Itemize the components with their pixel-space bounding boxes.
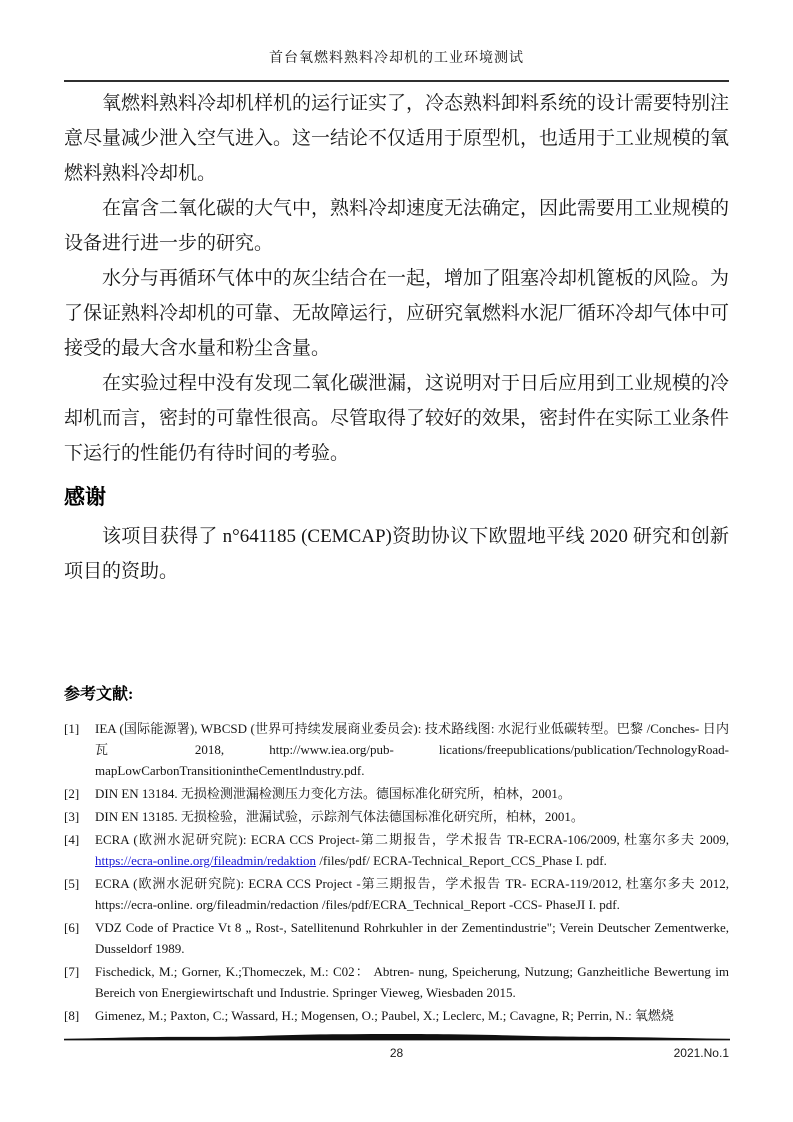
reference-item xyxy=(64,806,729,827)
page-number: 28 xyxy=(389,1046,404,1060)
body-paragraph: 氧燃料熟料冷却机样机的运行证实了，冷态熟料卸料系统的设计需要特别注意尽量减少泄入空气进入。这一结论不仅适用于原型机，也适用于工业规模的氧燃料熟料冷却机。 xyxy=(64,93,730,184)
issue-label: 2021.No.1 xyxy=(673,1046,729,1060)
running-head-title: 首台氧燃料熟料冷却机的工业环境测试 xyxy=(269,51,524,66)
reference-text: Fischedick, M.; Gorner, K.;Thomeczek, M.: C02： Abtren- nung, Speicherung, Nutzung; Ganzheitliche Bewertung im Bereich von Energiewirtschaft und Industrie. Springer Vieweg, Wiesbaden 2015. xyxy=(95,964,729,1000)
reference-text-post: /files/pdf/ ECRA-Technical_Report_CCS_Phase I. pdf. xyxy=(316,853,607,868)
body-paragraph: 在富含二氧化碳的大气中，熟料冷却速度无法确定，因此需要用工业规模的设备进行进一步的研究。 xyxy=(64,198,730,254)
body-paragraph: 水分与再循环气体中的灰尘结合在一起，增加了阻塞冷却机篦板的风险。为了保证熟料冷却机的可靠、无故障运行，应研究氧燃料水泥厂循环冷却气体中可接受的最大含水量和粉尘含量。 xyxy=(64,268,730,359)
reference-item xyxy=(64,783,729,804)
running-head xyxy=(64,0,729,70)
reference-label: [1] xyxy=(64,721,80,736)
reference-text: Gimenez, M.; Paxton, C.; Wassard, H.; Mogensen, O.; Paubel, X.; Leclerc, M.; Cavagne, R; Perrin, N.: 氧燃烧 xyxy=(95,1008,674,1023)
reference-label: [4] xyxy=(64,832,80,847)
reference-label: [5] xyxy=(64,876,80,891)
reference-text-pre: ECRA (欧洲水泥研究院): ECRA CCS Project-第二期报告，学术报告 TR-ECRA-106/2009, 杜塞尔多夫 2009, xyxy=(95,832,729,847)
reference-text: DIN EN 13185. 无损检验，泄漏试验，示踪剂气体法德国标准化研究所，柏林，2001。 xyxy=(95,809,584,824)
reference-label: [2] xyxy=(64,786,80,801)
acknowledgement-heading: 感谢 xyxy=(64,485,106,509)
acknowledgement-paragraph: 该项目获得了 n°641185 (CEMCAP)资助协议下欧盟地平线 2020 研究和创新项目的资助。 xyxy=(64,526,729,582)
reference-item xyxy=(64,873,729,915)
header-rule xyxy=(64,80,729,82)
reference-item xyxy=(64,829,729,871)
reference-label: [3] xyxy=(64,809,80,824)
reference-item xyxy=(64,1005,729,1026)
reference-label: [8] xyxy=(64,1008,80,1023)
references-heading: 参考文献: xyxy=(64,686,134,703)
reference-label: [7] xyxy=(64,964,80,979)
reference-text: DIN EN 13184. 无损检测泄漏检测压力变化方法。德国标准化研究所，柏林，2001。 xyxy=(95,786,571,801)
ecra-redaktion-link[interactable]: https://ecra-online.org/fileadmin/redaktion xyxy=(95,853,317,868)
reference-list xyxy=(64,718,729,1026)
reference-item xyxy=(64,961,729,1003)
reference-item xyxy=(64,917,729,959)
reference-text: ECRA (欧洲水泥研究院): ECRA CCS Project -第三期报告，学术报告 TR- ECRA-119/2012, 杜塞尔多夫 2012, https://ecra-online. org/fileadmin/redaction /files/pdf/ECRA_Technical_Report -CCS- PhaseJI I. pdf. xyxy=(95,876,729,912)
reference-item xyxy=(64,718,729,781)
body-paragraph: 在实验过程中没有发现二氧化碳泄漏，这说明对于日后应用到工业规模的冷却机而言，密封的可靠性很高。尽管取得了较好的效果，密封件在实际工业条件下运行的性能仍有待时间的考验。 xyxy=(64,373,730,464)
reference-text xyxy=(95,832,729,868)
reference-label: [6] xyxy=(64,920,80,935)
reference-text: VDZ Code of Practice Vt 8 „ Rost-, Satellitenund Rohrkuhler in der Zementindustrie"; Verein Deutscher Zementwerke, Dusseldorf 1989. xyxy=(95,920,729,956)
body-text xyxy=(64,86,729,471)
footer-rule xyxy=(64,1032,730,1043)
reference-text: IEA (国际能源署), WBCSD (世界可持续发展商业委员会): 技术路线图: 水泥行业低碳转型。巴黎 /Conches- 日内瓦 2018, http://www.iea.org/pub- lications/freepublications/publication/TechnologyRoad- mapLowCarbonTransitionintheCementlndustry.pdf. xyxy=(95,721,730,778)
